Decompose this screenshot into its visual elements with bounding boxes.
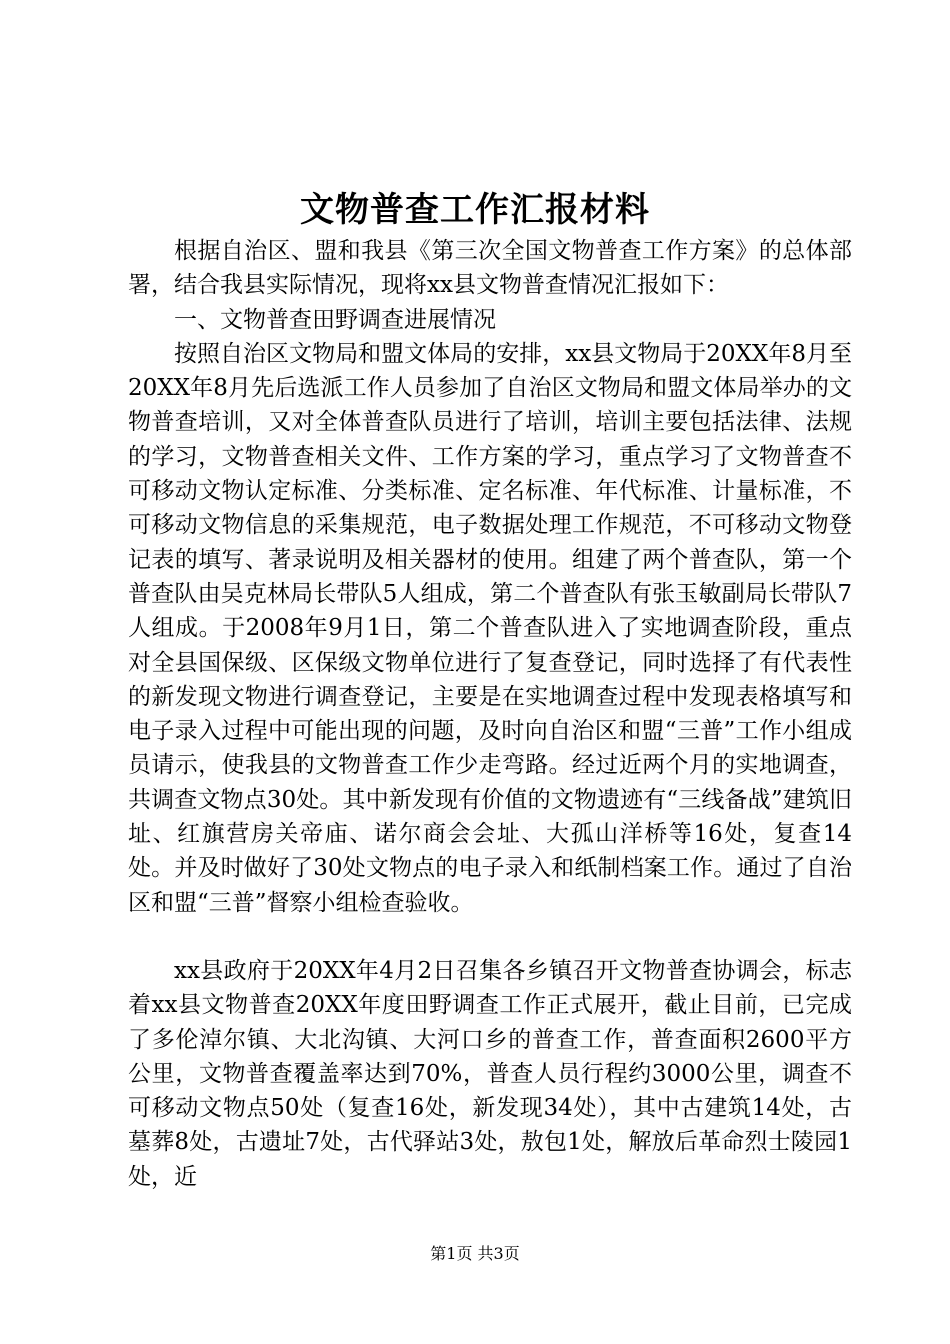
section-heading: 一、文物普查田野调查进展情况 [174, 306, 496, 333]
paragraph-intro: 根据自治区、盟和我县《第三次全国文物普查工作方案》的总体部署，结合我县实际情况，现将xx县文物普查情况汇报如下： [128, 238, 852, 299]
paragraph-progress: xx县政府于20XX年4月2日召集各乡镇召开文物普查协调会，标志着xx县文物普查20XX年度田野调查工作正式展开，截止目前，已完成了多伦淖尔镇、大北沟镇、大河口乡的普查工作，普查面积2600平方公里，文物普查覆盖率达到70%，普查人员行程约3000公里，调查不可移动文物点50处（复查16处，新发现34处），其中古建筑14处，古墓葬8处，古遗址7处，古代驿站3处，敖包1处，解放后革命烈士陵园1处，近 [128, 957, 852, 1190]
page-footer: 第1页 共3页 [430, 1244, 520, 1263]
document-title: 文物普查工作汇报材料 [300, 190, 650, 230]
document-body [128, 234, 852, 1194]
paragraph-training: 按照自治区文物局和盟文体局的安排，xx县文物局于20XX年8月至20XX年8月先后选派工作人员参加了自治区文物局和盟文体局举办的文物普查培训，又对全体普查队员进行了培训，培训主要包括法律、法规的学习，文物普查相关文件、工作方案的学习，重点学习了文物普查不可移动文物认定标准、分类标准、定名标准、年代标准、计量标准，不可移动文物信息的采集规范，电子数据处理工作规范，不可移动文物登记表的填写、著录说明及相关器材的使用。组建了两个普查队，第一个普查队由吴克林局长带队5人组成，第二个普查队有张玉敏副局长带队7人组成。于2008年9月1日，第二个普查队进入了实地调查阶段，重点对全县国保级、区保级文物单位进行了复查登记，同时选择了有代表性的新发现文物进行调查登记，主要是在实地调查过程中发现表格填写和电子录入过程中可能出现的问题，及时向自治区和盟“三普”工作小组成员请示，使我县的文物普查工作少走弯路。经过近两个月的实地调查，共调查文物点30处。其中新发现有价值的文物遗迹有“三线备战”建筑旧址、红旗营房关帝庙、诺尔商会会址、大孤山洋桥等16处，复查14处。并及时做好了30处文物点的电子录入和纸制档案工作。通过了自治区和盟“三普”督察小组检查验收。 [128, 340, 852, 916]
